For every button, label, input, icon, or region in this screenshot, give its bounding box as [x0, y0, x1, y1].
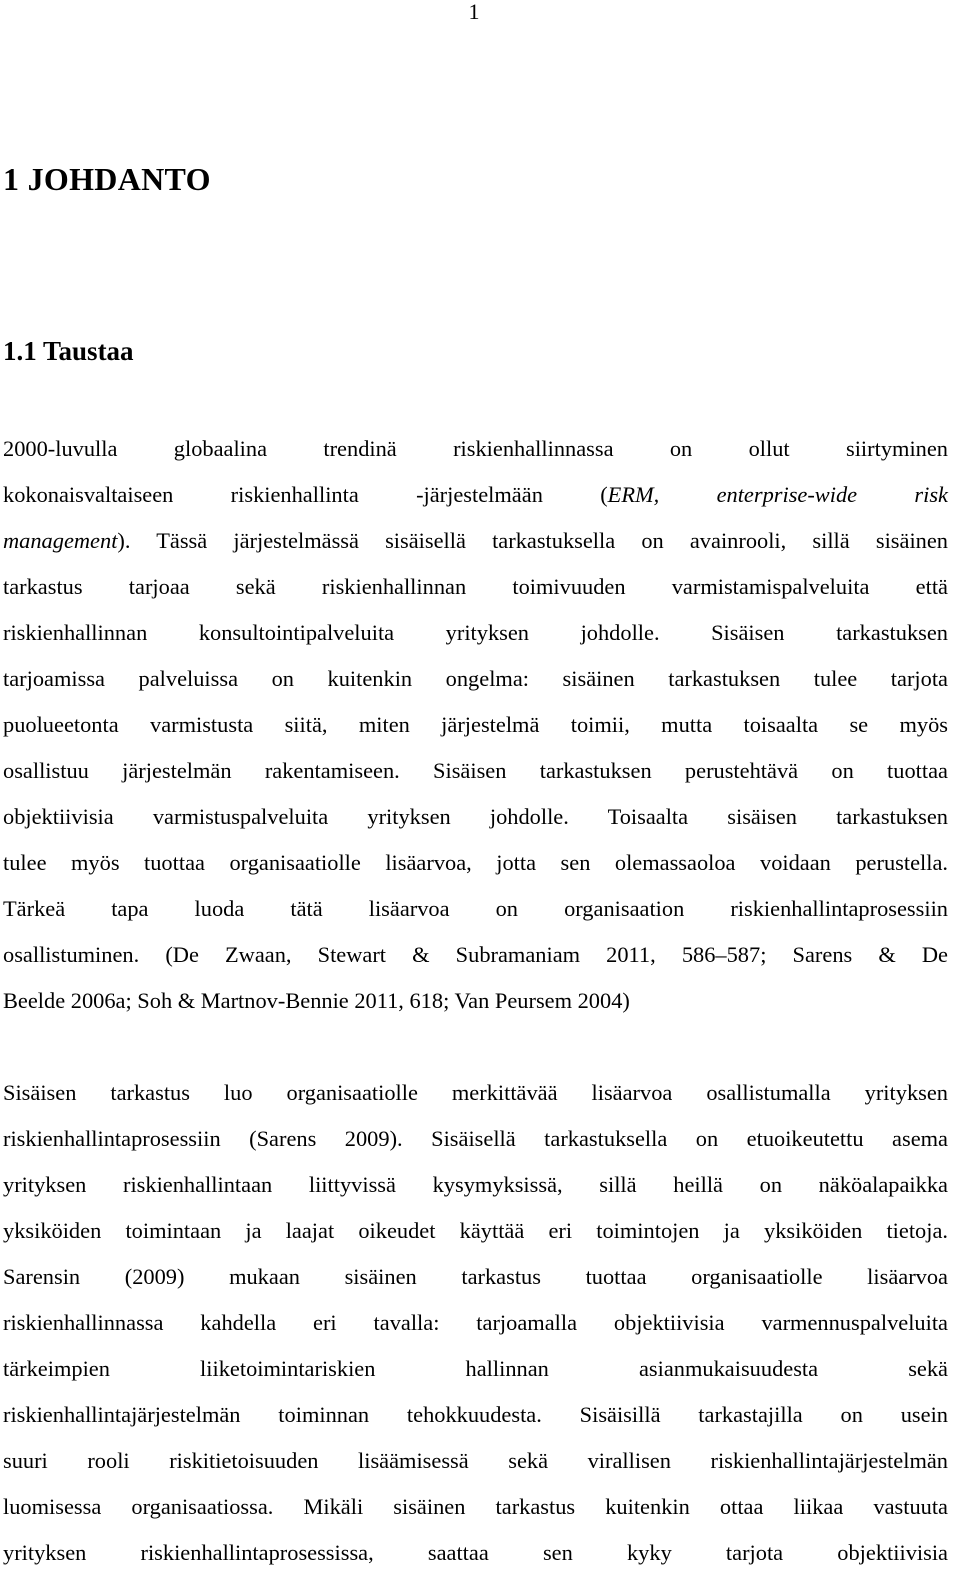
paragraph-line: [3, 518, 948, 564]
section-title: 1.1 Taustaa: [3, 336, 134, 366]
paragraph-line: yksiköiden toimintaan ja laajat oikeudet käyttää eri toimintojen ja yksiköiden tietoja.: [3, 1218, 948, 1243]
paragraph-line: [3, 472, 948, 518]
paragraph-line: tärkeimpien liiketoimintariskien hallinnan asianmukaisuudesta sekä: [3, 1356, 948, 1381]
paragraph-line: tarkastus tarjoaa sekä riskienhallinnan toimivuuden varmistamispalveluita että: [3, 574, 948, 599]
paragraph-line: Sarensin (2009) mukaan sisäinen tarkastus tuottaa organisaatiolle lisäarvoa: [3, 1264, 948, 1289]
paragraph-background: [3, 426, 948, 1024]
paragraph-line: suuri rooli riskitietoisuuden lisäämisessä sekä virallisen riskienhallintajärjestelmän: [3, 1448, 948, 1473]
line-text: kokonaisvaltaiseen riskienhallinta -järjestelmään (: [3, 482, 608, 507]
paragraph-line: osallistuminen. (De Zwaan, Stewart & Subramaniam 2011, 586–587; Sarens & De: [3, 942, 948, 967]
paragraph-line: yrityksen riskienhallintaan liittyvissä kysymyksissä, sillä heillä on näköalapaikka: [3, 1172, 948, 1197]
paragraph-line: objektiivisia varmistuspalveluita yrityksen johdolle. Toisaalta sisäisen tarkastuksen: [3, 804, 948, 829]
page-number: 1: [468, 0, 480, 24]
paragraph-line: tarjoamissa palveluissa on kuitenkin ongelma: sisäinen tarkastuksen tulee tarjota: [3, 666, 948, 691]
paragraph-line: luomisessa organisaatiossa. Mikäli sisäinen tarkastus kuitenkin ottaa liikaa vastuuta: [3, 1494, 948, 1519]
paragraph-line: riskienhallinnan konsultointipalveluita yrityksen johdolle. Sisäisen tarkastuksen: [3, 620, 948, 645]
chapter-title: 1 JOHDANTO: [3, 161, 211, 197]
paragraph-line: yrityksen riskienhallintaprosessissa, saattaa sen kyky tarjota objektiivisia: [3, 1540, 948, 1565]
paragraph-line: Beelde 2006a; Soh & Martnov-Bennie 2011, 618; Van Peursem 2004): [3, 988, 630, 1013]
paragraph-line: riskienhallintaprosessiin (Sarens 2009). Sisäisellä tarkastuksella on etuoikeutettu asema: [3, 1126, 948, 1151]
paragraph-line: Tärkeä tapa luoda tätä lisäarvoa on organisaation riskienhallintaprosessiin: [3, 896, 948, 921]
paragraph-line: osallistuu järjestelmän rakentamiseen. Sisäisen tarkastuksen perustehtävä on tuottaa: [3, 758, 948, 783]
line-text: ). Tässä järjestelmässä sisäisellä tarkastuksella on avainrooli, sillä sisäinen: [117, 528, 948, 553]
paragraph-line: tulee myös tuottaa organisaatiolle lisäarvoa, jotta sen olemassaoloa voidaan perustella.: [3, 850, 948, 875]
italic-term: ERM, enterprise-wide risk: [607, 482, 948, 507]
paragraph-line: Sisäisen tarkastus luo organisaatiolle merkittävää lisäarvoa osallistumalla yrityksen: [3, 1080, 948, 1105]
paragraph-line: riskienhallinnassa kahdella eri tavalla: tarjoamalla objektiivisia varmennuspalveluita: [3, 1310, 948, 1335]
paragraph-value-added: [3, 1070, 948, 1576]
paragraph-line: 2000-luvulla globaalina trendinä riskienhallinnassa on ollut siirtyminen: [3, 436, 948, 461]
paragraph-line: riskienhallintajärjestelmän toiminnan tehokkuudesta. Sisäisillä tarkastajilla on usein: [3, 1402, 948, 1427]
paragraph-line: puolueetonta varmistusta siitä, miten järjestelmä toimii, mutta toisaalta se myös: [3, 712, 948, 737]
italic-term: management: [3, 528, 118, 553]
